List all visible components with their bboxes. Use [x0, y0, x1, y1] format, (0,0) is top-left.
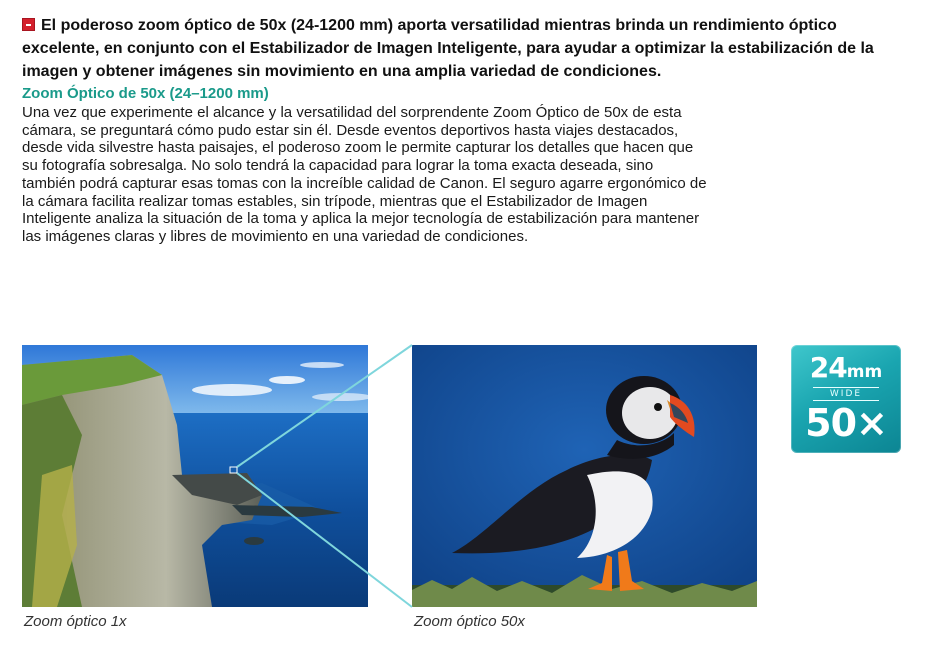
- body-line: también podrá capturar esas tomas con la increíble calidad de Canon. El seguro agarre ergonómico de: [22, 174, 707, 192]
- section-subheading: Zoom Óptico de 50x (24–1200 mm): [22, 85, 269, 102]
- body-line: desde vida silvestre hasta paisajes, el poderoso zoom le permite capturar los detalles que hacen que: [22, 139, 694, 157]
- coastline-photo-1x: [22, 345, 368, 607]
- body-line: cámara, se preguntará cómo pudo estar sin él. Desde eventos deportivos hasta viajes destacados,: [22, 121, 679, 139]
- body-line: la cámara facilita realizar tomas estables, sin trípode, mientras que el Estabilizador de Imagen: [22, 192, 648, 210]
- feature-headline: [22, 14, 912, 83]
- badge-focal-length: [791, 351, 901, 384]
- zoom-badge: [791, 345, 901, 453]
- badge-zoom-factor: 50×: [805, 401, 887, 445]
- body-paragraph: [22, 104, 902, 246]
- caption-zoom-50x: Zoom óptico 50x: [414, 613, 525, 630]
- badge-top-unit: mm: [846, 362, 883, 382]
- body-line: Una vez que experimente el alcance y la versatilidad del sorprendente Zoom Óptico de 50x de esta: [22, 104, 682, 121]
- headline-text: El poderoso zoom óptico de 50x (24-1200 mm) aporta versatilidad mientras brinda un rendimiento óptico excelente, en conjunto con el Estabilizador de Imagen Inteligente, para ayudar a optimizar la estabilización de la imagen y obtener imágenes sin movimiento en una amplia variedad de condiciones.: [22, 17, 874, 80]
- badge-wide-label: WIDE: [813, 387, 879, 401]
- caption-zoom-1x: Zoom óptico 1x: [24, 613, 127, 630]
- feature-section: [22, 14, 912, 246]
- body-line: Inteligente analiza la situación de la toma y aplica la mejor tecnología de estabilización para mantener: [22, 210, 700, 228]
- badge-top-number: 24: [809, 351, 847, 384]
- body-line: su fotografía sobresalga. No solo tendrá la capacidad para lograr la toma exacta deseada, sino: [22, 157, 654, 175]
- body-line: las imágenes claras y libres de movimiento en una variedad de condiciones.: [22, 227, 529, 245]
- puffin-photo-50x: [412, 345, 757, 607]
- red-square-minus-icon: [22, 18, 35, 31]
